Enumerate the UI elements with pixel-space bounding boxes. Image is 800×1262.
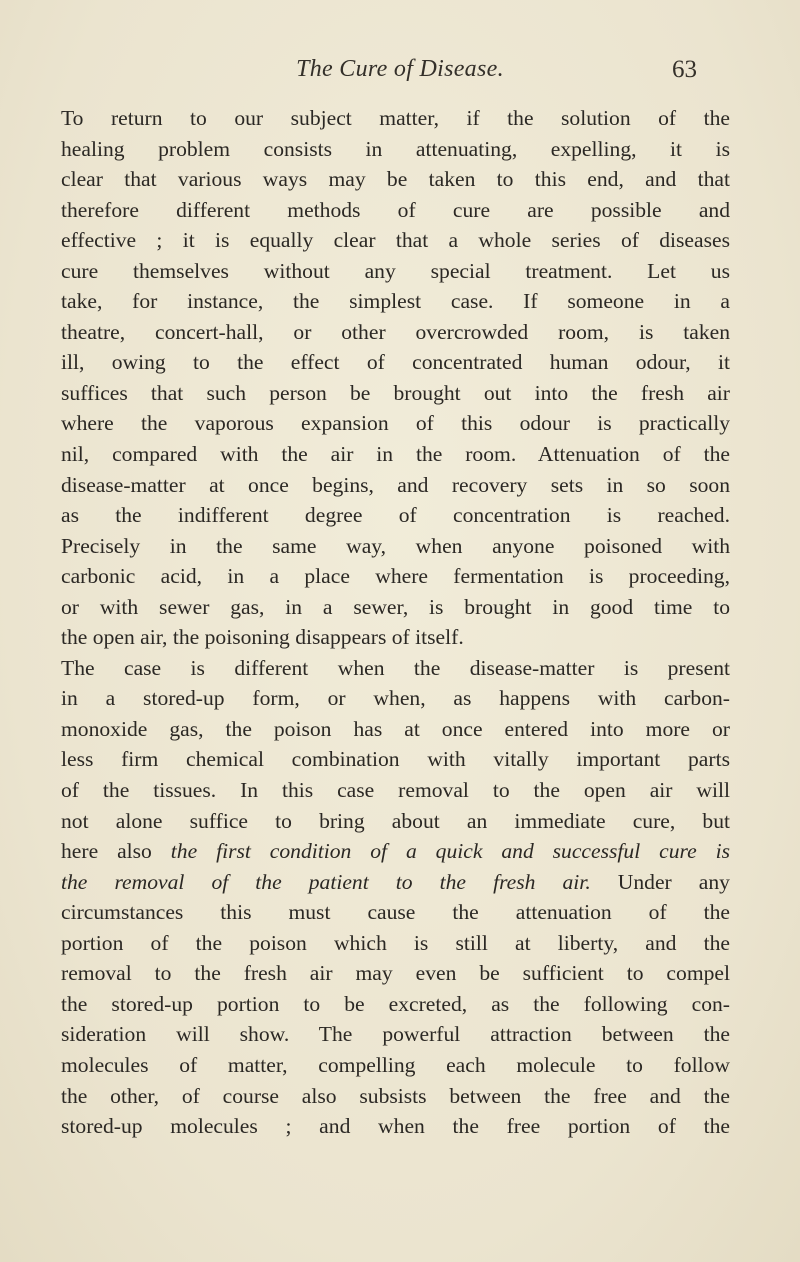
text-line: cure themselves without any special treatment. Let us bbox=[61, 258, 730, 283]
text-line: suffices that such person be brought out into the fresh air bbox=[61, 380, 730, 405]
text-line: healing problem consists in attenuating, expelling, it is bbox=[61, 136, 730, 161]
page-number: 63 bbox=[672, 56, 697, 83]
text-line: stored-up molecules ; and when the free portion of the bbox=[61, 1114, 730, 1139]
text-line: the open air, the poisoning disappears of itself. bbox=[61, 625, 464, 650]
text-fragment: Under any bbox=[617, 869, 730, 894]
text-line: removal to the fresh air may even be sufficient to compel bbox=[61, 961, 730, 986]
text-line: where the vaporous expansion of this odour is practically bbox=[61, 411, 730, 436]
text-line: The case is different when the disease-matter is present bbox=[61, 655, 730, 680]
text-line: in a stored-up form, or when, as happens with carbon- bbox=[61, 686, 730, 711]
text-line-with-emphasis bbox=[61, 867, 730, 898]
text-line: sideration will show. The powerful attraction between the bbox=[61, 1022, 730, 1047]
text-line: as the indifferent degree of concentration is reached. bbox=[61, 503, 730, 528]
text-line: clear that various ways may be taken to this end, and that bbox=[61, 167, 730, 192]
text-fragment: here also bbox=[61, 839, 152, 864]
text-line: or with sewer gas, in a sewer, is brought in good time to bbox=[61, 594, 730, 619]
text-line: carbonic acid, in a place where fermentation is proceeding, bbox=[61, 564, 730, 589]
emphasized-text: the first condition of a quick and successful cure is bbox=[170, 839, 730, 864]
body-text bbox=[61, 103, 730, 1142]
text-line: effective ; it is equally clear that a whole series of diseases bbox=[61, 228, 730, 253]
text-line: monoxide gas, the poison has at once entered into more or bbox=[61, 716, 730, 741]
text-line: circumstances this must cause the attenuation of the bbox=[61, 900, 730, 925]
text-line: ill, owing to the effect of concentrated human odour, it bbox=[61, 350, 730, 375]
text-line: molecules of matter, compelling each molecule to follow bbox=[61, 1052, 730, 1077]
page-header bbox=[0, 52, 800, 92]
text-line: of the tissues. In this case removal to the open air will bbox=[61, 778, 730, 803]
text-line: not alone suffice to bring about an immediate cure, but bbox=[61, 808, 730, 833]
text-line: therefore different methods of cure are possible and bbox=[61, 197, 730, 222]
text-line: Precisely in the same way, when anyone poisoned with bbox=[61, 533, 730, 558]
text-line-with-emphasis bbox=[61, 836, 730, 867]
text-line: nil, compared with the air in the room. Attenuation of the bbox=[61, 442, 730, 467]
text-line: theatre, concert-hall, or other overcrowded room, is taken bbox=[61, 319, 730, 344]
text-line: the stored-up portion to be excreted, as the following con- bbox=[61, 991, 730, 1016]
text-line: less firm chemical combination with vitally important parts bbox=[61, 747, 730, 772]
text-line: portion of the poison which is still at liberty, and the bbox=[61, 930, 730, 955]
text-line: the other, of course also subsists between the free and the bbox=[61, 1083, 730, 1108]
running-title: The Cure of Disease. bbox=[296, 56, 504, 82]
text-line: To return to our subject matter, if the solution of the bbox=[61, 106, 730, 130]
emphasized-text: the removal of the patient to the fresh air. bbox=[61, 869, 591, 894]
text-line: take, for instance, the simplest case. If someone in a bbox=[61, 289, 730, 314]
text-line: disease-matter at once begins, and recovery sets in so soon bbox=[61, 472, 730, 497]
